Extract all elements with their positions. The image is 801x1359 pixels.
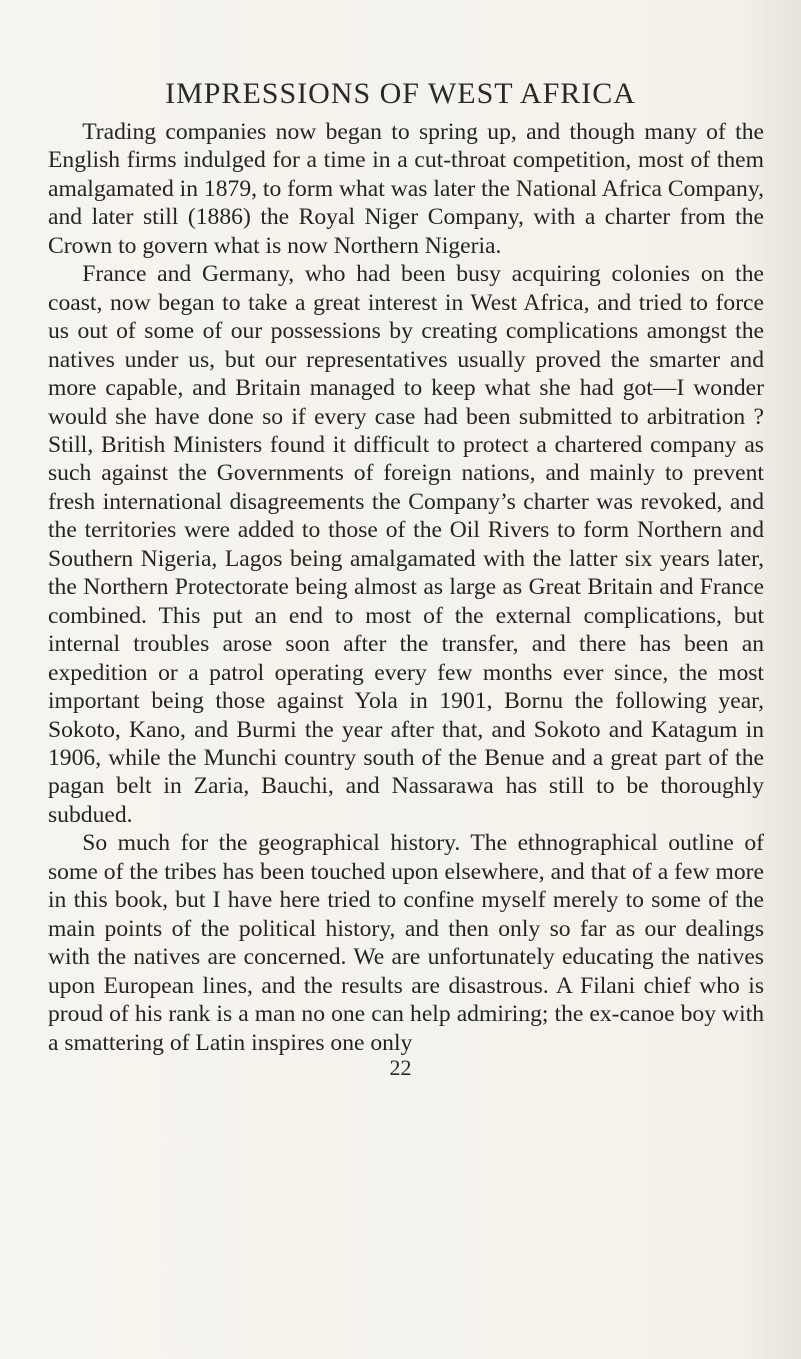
running-head: IMPRESSIONS OF WEST AFRICA xyxy=(165,77,636,110)
paragraph: France and Germany, who had been busy acquiring colonies on the coast, now began to take a great interest in West Africa, and tried to force us out of some of our possessions by creating complications amongst the natives under us, but our representatives usually proved the smarter and more capable, and Britain managed to keep what she had got—I wonder would she have done so if every case had been submitted to arbitration ? Still, British Ministers found it difficult to protect a chartered company as such against the Governments of foreign nations, and mainly to prevent fresh international disagreements the Company’s charter was revoked, and the territories were added to those of the Oil Rivers to form Northern and Southern Nigeria, Lagos being amalgamated with the latter six years later, the Northern Protectorate being almost as large as Great Britain and France combined. This put an end to most of the external complications, but internal troubles arose soon after the transfer, and there has been an expedition or a patrol operating every few months ever since, the most important being those against Yola in 1901, Bornu the following year, Sokoto, Kano, and Burmi the year after that, and Sokoto and Katagum in 1906, while the Munchi country south of the Benue and a great part of the pagan belt in Zaria, Bauchi, and Nassarawa has still to be thoroughly subdued. xyxy=(48,261,764,828)
paragraph: Trading companies now began to spring up, and though many of the English firms indulged for a time in a cut-throat competition, most of them amalgamated in 1879, to form what was later the National Africa Company, and later still (1886) the Royal Niger Company, with a charter from the Crown to govern what is now Northern Nigeria. xyxy=(48,119,764,259)
body-text xyxy=(48,118,764,1057)
paragraph: So much for the geographical history. The ethnographical outline of some of the tribes has been touched upon elsewhere, and that of a few more in this book, but I have here tried to confine myself merely to some of the main points of the political history, and then only so far as our dealings with the natives are concerned. We are unfortunately educating the natives upon European lines, and the results are disastrous. A Filani chief who is proud of his rank is a man no one can help admiring; the ex-canoe boy with a smattering of Latin inspires one only xyxy=(48,830,764,1056)
page-number: 22 xyxy=(389,1055,412,1080)
